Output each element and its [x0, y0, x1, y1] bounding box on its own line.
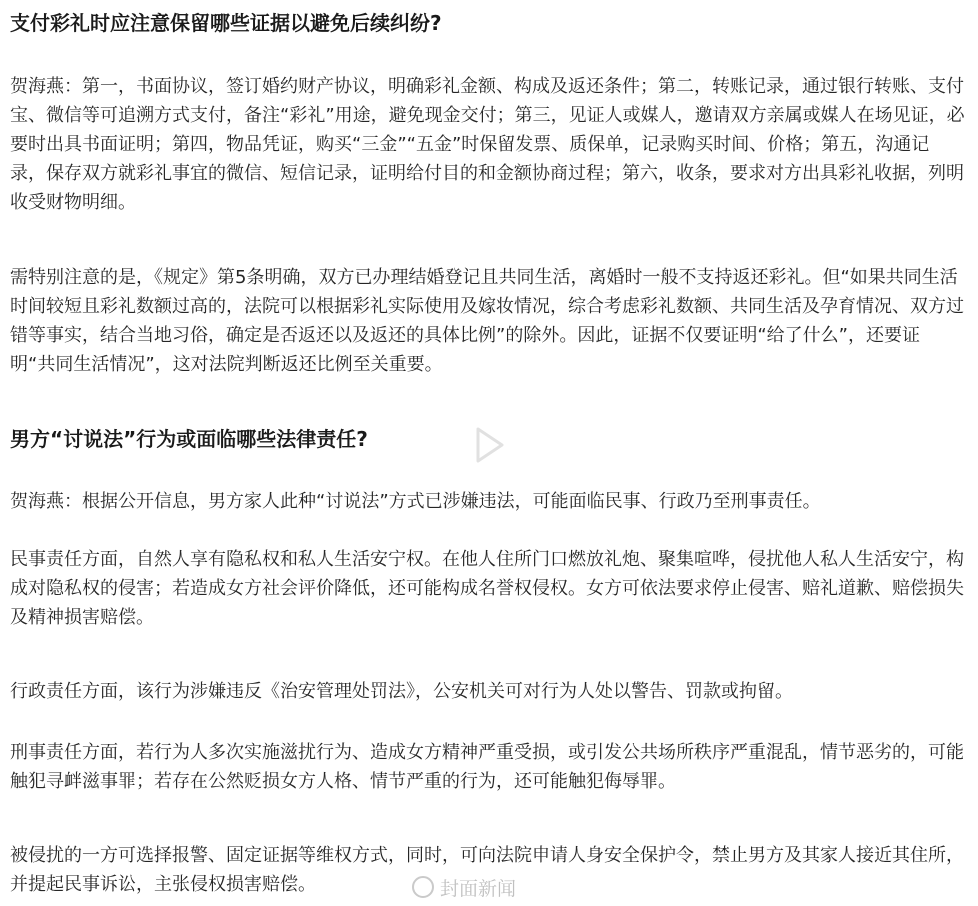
paragraph-regulation-note: 需特别注意的是，《规定》第5条明确，双方已办理结婚登记且共同生活，离婚时一般不支持返还彩礼。但“如果共同生活时间较短且彩礼数额过高的，法院可以根据彩礼实际使用及嫁妆情况，综合考虑彩礼数额、共同生活及孕育情况、双方过错等事实，结合当地习俗，确定是否返还以及返还的具体比例”的除外。因此，证据不仅要证明“给了什么”，还要证明“共同生活情况”，这对法院判断返还比例至关重要。	[10, 267, 964, 375]
paragraph-criminal-liability: 刑事责任方面，若行为人多次实施滋扰行为、造成女方精神严重受损，或引发公共场所秩序严重混乱，情节恶劣的，可能触犯寻衅滋事罪；若存在公然贬损女方人格、情节严重的行为，还可能触犯侮辱罪。	[10, 742, 964, 792]
play-icon[interactable]	[466, 422, 512, 468]
paragraph-administrative-liability: 行政责任方面，该行为涉嫌违反《治安管理处罚法》，公安机关可对行为人处以警告、罚款或拘留。	[10, 681, 793, 702]
paragraph-civil-liability: 民事责任方面，自然人享有隐私权和私人生活安宁权。在他人住所门口燃放礼炮、聚集喧哗，侵扰他人私人生活安宁，构成对隐私权的侵害；若造成女方社会评价降低，还可能构成名誉权侵权。女方可依法要求停止侵害、赔礼道歉、赔偿损失及精神损害赔偿。	[10, 549, 964, 628]
section-heading-liability: 男方“讨说法”行为或面临哪些法律责任?	[10, 427, 368, 451]
watermark-text: 封面新闻	[440, 877, 517, 900]
paragraph-remedies: 被侵扰的一方可选择报警、固定证据等维权方式，同时，可向法院申请人身安全保护令，禁止男方及其家人接近其住所，并提起民事诉讼，主张侵权损害赔偿。	[10, 845, 964, 895]
paragraph-evidence-list: 贺海燕：第一，书面协议，签订婚约财产协议，明确彩礼金额、构成及返还条件；第二，转账记录，通过银行转账、支付宝、微信等可追溯方式支付，备注“彩礼”用途，避免现金交付；第三，见证人或媒人，邀请双方亲属或媒人在场见证，必要时出具书面证明；第四，物品凭证，购买“三金”“五金”时保留发票、质保单，记录购买时间、价格；第五，沟通记录，保存双方就彩礼事宜的微信、短信记录，证明给付目的和金额协商过程；第六，收条，要求对方出具彩礼收据，列明收受财物明细。	[10, 76, 965, 213]
section-heading-evidence: 支付彩礼时应注意保留哪些证据以避免后续纠纷?	[10, 11, 442, 35]
paragraph-liability-intro: 贺海燕：根据公开信息，男方家人此种“讨说法”方式已涉嫌违法，可能面临民事、行政乃至刑事责任。	[10, 491, 821, 512]
